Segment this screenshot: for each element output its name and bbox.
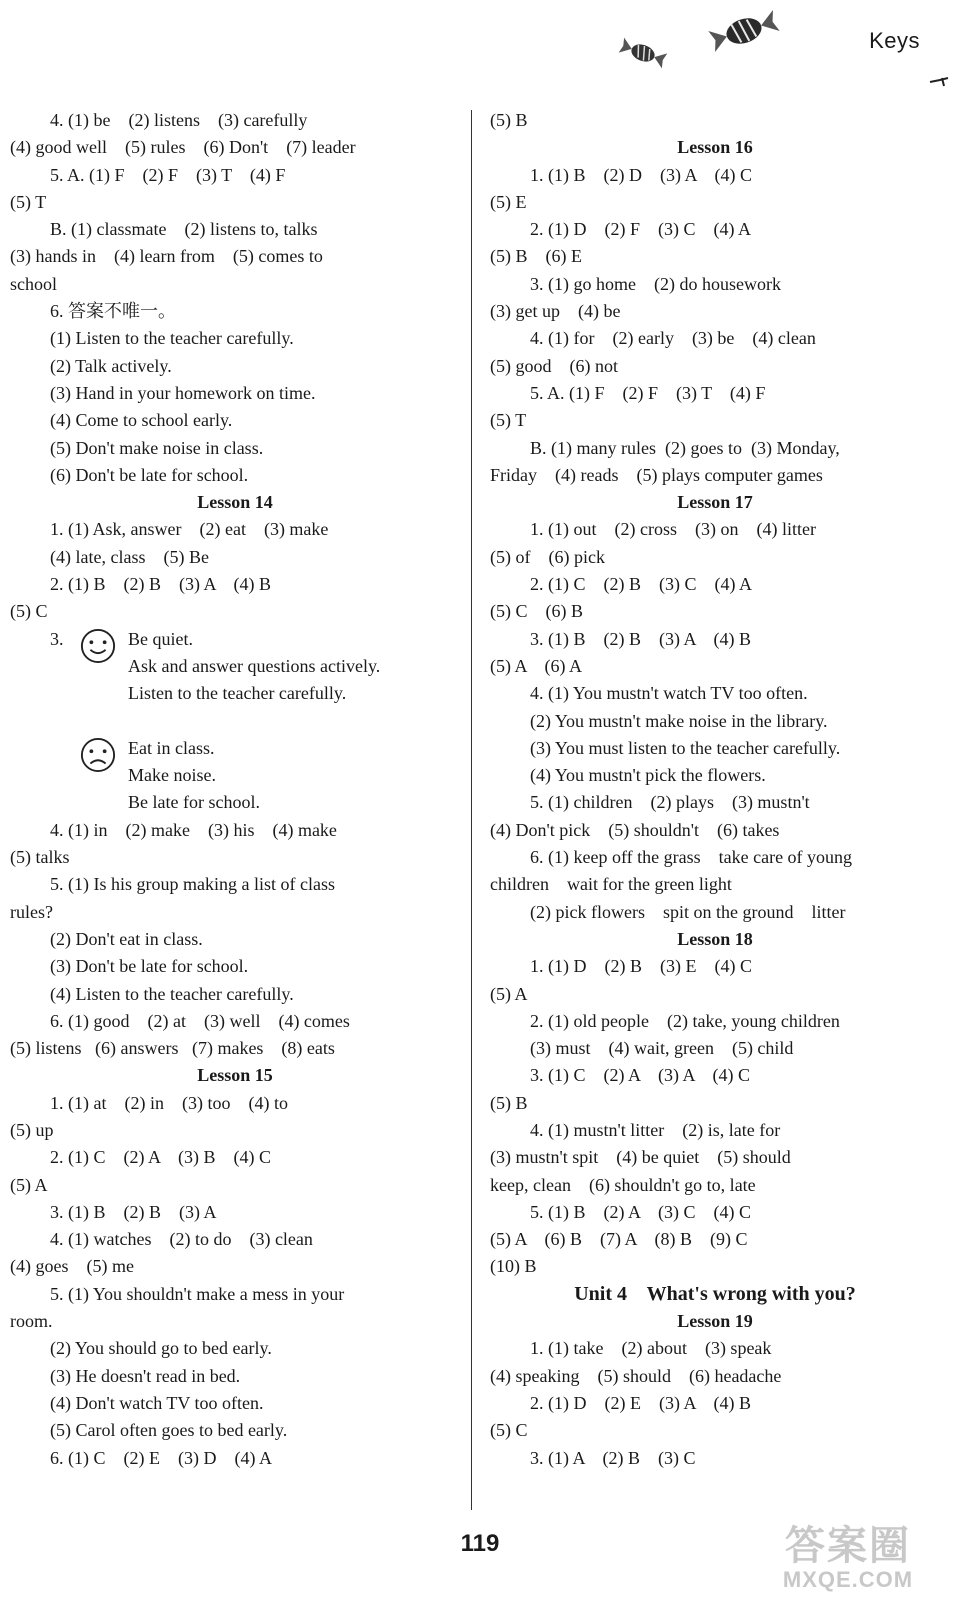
page-number: 119 xyxy=(460,1530,500,1557)
answer-line: (6) Don't be late for school. xyxy=(50,464,249,485)
answer-line: (5) A xyxy=(490,983,528,1004)
answer-line: 5. (1) children (2) plays (3) mustn't xyxy=(530,792,810,813)
answer-line: (5) T xyxy=(490,410,527,431)
answer-line: 3. (1) C (2) A (3) A (4) C xyxy=(530,1065,750,1086)
answer-line: (5) A (6) B (7) A (8) B (9) C xyxy=(490,1229,748,1250)
watermark-url: MXQE.COM xyxy=(782,1567,914,1592)
answer-line: 6. 答案不唯一。 xyxy=(50,301,176,322)
answer-line: (10) B xyxy=(490,1256,537,1277)
answer-line: 2. (1) D (2) F (3) C (4) A xyxy=(530,219,751,240)
answer-line: rules? xyxy=(10,901,53,922)
answer-line: 6. (1) C (2) E (3) D (4) A xyxy=(50,1447,272,1468)
answer-line: (4) Come to school early. xyxy=(50,410,233,431)
answer-line: (4) Listen to the teacher carefully. xyxy=(50,983,294,1004)
answer-line: (5) Don't make noise in class. xyxy=(50,437,264,458)
answer-line: 1. (1) B (2) D (3) A (4) C xyxy=(530,164,752,185)
candy-icon xyxy=(618,36,668,70)
header-title: Keys xyxy=(869,28,920,53)
answer-line: (4) speaking (5) should (6) headache xyxy=(490,1365,782,1386)
answer-line: 3. (1) B (2) B (3) A xyxy=(50,1201,217,1222)
answer-line: (5) C xyxy=(490,1420,528,1441)
answer-line: 4. (1) watches (2) to do (3) clean xyxy=(50,1229,313,1250)
lesson-heading: Lesson 19 xyxy=(677,1311,753,1332)
answer-line: 3. (1) go home (2) do housework xyxy=(530,273,781,294)
answer-line: (3) must (4) wait, green (5) child xyxy=(530,1038,794,1059)
answer-line: (3) Don't be late for school. xyxy=(50,956,249,977)
answer-line xyxy=(10,653,460,680)
answer-line: (5) A (6) A xyxy=(490,655,582,676)
answer-line: 6. (1) good (2) at (3) well (4) comes xyxy=(50,1010,350,1031)
unit-heading: Unit 4 What's wrong with you? xyxy=(574,1282,856,1305)
answer-line: 5. (1) You shouldn't make a mess in your xyxy=(50,1283,345,1304)
lesson-heading: Lesson 16 xyxy=(677,137,753,158)
answer-line: (5) C xyxy=(10,601,48,622)
answer-line: Friday (4) reads (5) plays computer games xyxy=(490,464,823,485)
answer-line: 2. (1) C (2) B (3) C (4) A xyxy=(530,574,752,595)
lesson-heading: Lesson 17 xyxy=(677,492,753,513)
candy-icon xyxy=(706,8,782,54)
answer-column-left xyxy=(10,107,460,1472)
answer-line: 3. (1) A (2) B (3) C xyxy=(530,1447,696,1468)
answer-line: 1. (1) D (2) B (3) E (4) C xyxy=(530,956,752,977)
lesson-heading: Lesson 14 xyxy=(197,492,273,513)
answer-line: (5) B (6) E xyxy=(490,246,582,267)
answer-line xyxy=(10,762,460,789)
answer-line: (4) good well (5) rules (6) Don't (7) leader xyxy=(10,137,356,158)
answer-line: keep, clean (6) shouldn't go to, late xyxy=(490,1174,756,1195)
answer-line: children wait for the green light xyxy=(490,874,732,895)
answer-line: 1. (1) take (2) about (3) speak xyxy=(530,1338,772,1359)
answer-line: (1) Listen to the teacher carefully. xyxy=(50,328,294,349)
answer-line: (5) A xyxy=(10,1174,48,1195)
column-divider xyxy=(471,110,472,1510)
answer-text: Make noise. xyxy=(128,765,216,786)
answer-line: (3) get up (4) be xyxy=(490,301,621,322)
answer-line: (5) T xyxy=(10,191,47,212)
answer-line: 4. (1) in (2) make (3) his (4) make xyxy=(50,819,337,840)
answer-line: 2. (1) D (2) E (3) A (4) B xyxy=(530,1392,751,1413)
answer-line: (2) You mustn't make noise in the library. xyxy=(530,710,828,731)
answer-line: 3. (1) B (2) B (3) A (4) B xyxy=(530,628,751,649)
answer-line: (2) You should go to bed early. xyxy=(50,1338,272,1359)
answer-line: 2. (1) old people (2) take, young children xyxy=(530,1010,840,1031)
answer-line: (5) Carol often goes to bed early. xyxy=(50,1420,288,1441)
answer-line: room. xyxy=(10,1311,53,1332)
answer-line: (2) pick flowers spit on the ground litter xyxy=(530,901,846,922)
answer-line: (5) up xyxy=(10,1119,54,1140)
answer-column-right xyxy=(490,107,940,1472)
watermark-text: 答案圈 xyxy=(785,1524,911,1568)
answer-line: (4) You mustn't pick the flowers. xyxy=(530,765,766,786)
answer-line: B. (1) classmate (2) listens to, talks xyxy=(50,219,318,240)
question-number: 3. xyxy=(50,628,64,649)
answer-line: B. (1) many rules (2) goes to (3) Monday, xyxy=(530,437,840,458)
answer-line: (3) He doesn't read in bed. xyxy=(50,1365,241,1386)
answer-line: 1. (1) out (2) cross (3) on (4) litter xyxy=(530,519,816,540)
answer-line: 5. (1) Is his group making a list of class xyxy=(50,874,335,895)
answer-line: (3) mustn't spit (4) be quiet (5) should xyxy=(490,1147,791,1168)
answer-line xyxy=(10,626,460,653)
answer-line: (5) listens (6) answers (7) makes (8) eats xyxy=(10,1038,335,1059)
answer-line: 1. (1) at (2) in (3) too (4) to xyxy=(50,1092,288,1113)
answer-line: 2. (1) C (2) A (3) B (4) C xyxy=(50,1147,271,1168)
answer-text: Listen to the teacher carefully. xyxy=(128,683,347,704)
answer-line: (3) hands in (4) learn from (5) comes to xyxy=(10,246,323,267)
answer-line xyxy=(10,680,460,707)
answer-line: 2. (1) B (2) B (3) A (4) B xyxy=(50,574,271,595)
answer-line: (2) Don't eat in class. xyxy=(50,928,203,949)
answer-line: 1. (1) Ask, answer (2) eat (3) make xyxy=(50,519,329,540)
answer-line: (5) talks xyxy=(10,847,70,868)
answer-text: Ask and answer questions actively. xyxy=(128,655,381,676)
answer-line: (2) Talk actively. xyxy=(50,355,172,376)
lesson-heading: Lesson 15 xyxy=(197,1065,273,1086)
answer-line xyxy=(10,789,460,816)
answer-line: (5) good (6) not xyxy=(490,355,618,376)
answer-line: 6. (1) keep off the grass take care of young xyxy=(530,847,853,868)
answer-line: (5) B xyxy=(490,1092,528,1113)
answer-line: 4. (1) mustn't litter (2) is, late for xyxy=(530,1119,781,1140)
answer-line: 4. (1) You mustn't watch TV too often. xyxy=(530,683,808,704)
answer-line: (5) C (6) B xyxy=(490,601,583,622)
answer-line xyxy=(10,708,460,735)
answer-line: 4. (1) be (2) listens (3) carefully xyxy=(50,110,308,130)
answer-line: 4. (1) for (2) early (3) be (4) clean xyxy=(530,328,816,349)
answer-text: Be quiet. xyxy=(128,628,193,649)
answer-line: (3) Hand in your homework on time. xyxy=(50,382,316,403)
answer-line: (3) You must listen to the teacher carefully. xyxy=(530,737,841,758)
answer-line: (4) Don't watch TV too often. xyxy=(50,1392,264,1413)
answer-line: 5. A. (1) F (2) F (3) T (4) F xyxy=(530,382,766,403)
answer-line: (5) B xyxy=(490,110,528,130)
answer-line: school xyxy=(10,273,57,294)
answer-line: 5. A. (1) F (2) F (3) T (4) F xyxy=(50,164,286,185)
answer-line: (4) Don't pick (5) shouldn't (6) takes xyxy=(490,819,780,840)
lesson-heading: Lesson 18 xyxy=(677,928,753,949)
answer-line xyxy=(10,735,460,762)
answer-line: 5. (1) B (2) A (3) C (4) C xyxy=(530,1201,751,1222)
decorative-mark-icon xyxy=(928,74,950,88)
answer-text: Be late for school. xyxy=(128,792,260,813)
answer-line: (4) late, class (5) Be xyxy=(50,546,209,567)
answer-line: (5) E xyxy=(490,191,527,212)
answer-line: (4) goes (5) me xyxy=(10,1256,134,1277)
answer-text: Eat in class. xyxy=(128,737,215,758)
watermark xyxy=(748,1524,948,1594)
answer-line: (5) of (6) pick xyxy=(490,546,605,567)
